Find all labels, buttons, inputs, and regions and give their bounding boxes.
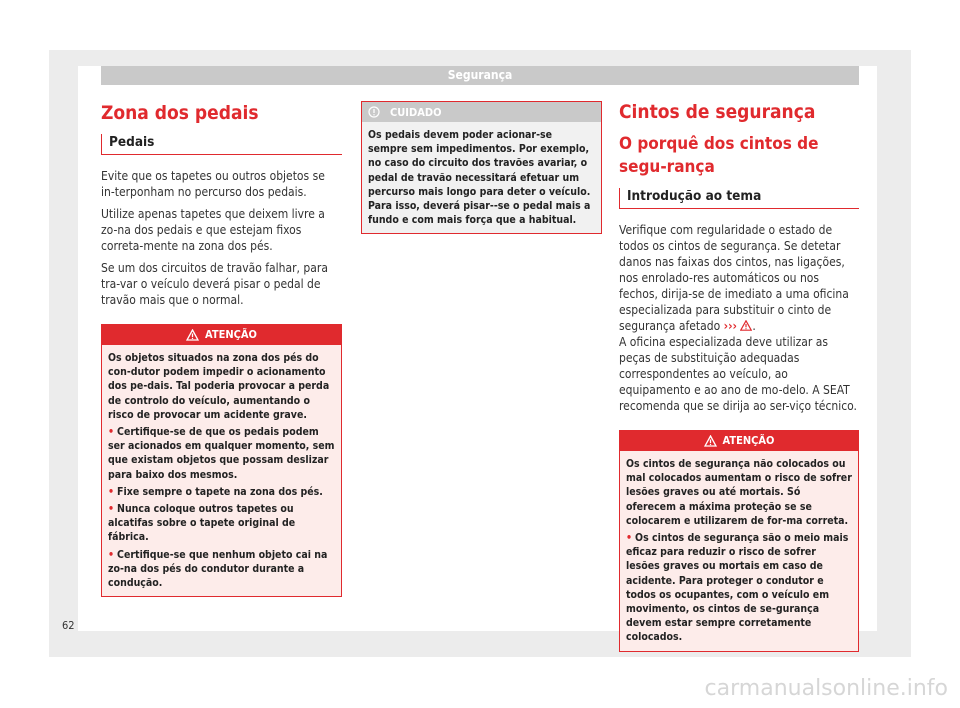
caution-box [361, 101, 602, 234]
paragraph: Verifique com regularidade o estado de todos os cintos de segurança. Se detetar danos nas faixas dos cintos, nas ligações, nos enrolado-res automáticos ou nos fechos, dirija-se de imediato a uma oficina especializada para substituir o cinto de segurança afetado ››› . [619, 223, 849, 333]
paragraph: Evite que os tapetes ou outros objetos se in-terponham no percurso dos pedais. [101, 169, 325, 199]
paragraph: Se um dos circuitos de travão falhar, para tra-var o veículo deverá pisar o pedal de travão mais que o normal. [101, 261, 328, 307]
paragraph: A oficina especializada deve utilizar as peças de substituição adequadas correspondentes ao veículo, ao equipamento e ao ano de mo-delo. A SEAT recomenda que se dirija ao ser-viço técnico. [619, 335, 857, 413]
column-2 [361, 85, 602, 234]
column-3 [619, 85, 859, 652]
warning-bullet: • Certifique-se de que os pedais podem ser acionados em qualquer momento, sem que existam objetos que possam deslizar para baixo dos mesmos. [108, 426, 335, 481]
subsection-heading: Introdução ao tema [619, 188, 859, 209]
warning-label: ATENÇÃO [205, 328, 257, 341]
section-title: Zona dos pedais [101, 102, 259, 124]
warning-intro: Os objetos situados na zona dos pés do con-dutor podem impedir o acionamento dos pe-dais. Tal poderia provocar a perda de controlo do veículo, aumentando o risco de provocar um acidente grave. [108, 352, 330, 421]
subsection-heading: Pedais [101, 134, 342, 155]
reference-marker[interactable]: ››› [723, 319, 737, 333]
page-number: 62 [62, 619, 75, 632]
warning-box [101, 324, 342, 597]
warning-intro: Os cintos de segurança não colocados ou mal colocados aumentam o risco de sofrer lesões graves ou até mortais. Só oferecem a máxima proteção se se colocarem e utilizarem de for-ma correta. [626, 458, 852, 527]
warning-bullet: • Fixe sempre o tapete na zona dos pés. [108, 485, 323, 498]
info-icon [368, 106, 380, 118]
warning-body [620, 451, 858, 651]
warning-bullet: • Os cintos de segurança são o meio mais eficaz para reduzir o risco de sofrer lesões graves ou mortais em caso de acidente. Para proteger o condutor e todos os ocupantes, com o veículo em movimento, os cintos de se-gurança devem estar sempre corretamente colocados. [626, 532, 849, 644]
caution-label: CUIDADO [390, 105, 442, 119]
warning-bullet: • Certifique-se que nenhum objeto cai na zo-na dos pés do condutor durante a condução. [108, 548, 328, 590]
warning-bullet: • Nunca coloque outros tapetes ou alcatifas sobre o tapete original de fábrica. [108, 503, 296, 544]
watermark: carmanualsonline.info [704, 676, 948, 701]
warning-body [102, 345, 341, 596]
warning-icon [704, 435, 717, 447]
paragraph: Utilize apenas tapetes que deixem livre a zo-na dos pedais e que estejam fixos correta-mente na zona dos pés. [101, 207, 325, 253]
warning-box [619, 430, 859, 652]
caution-header [362, 102, 601, 122]
warning-icon [186, 329, 199, 341]
warning-header [620, 431, 858, 451]
section-title: O porquê dos cintos de segu-rança [619, 134, 819, 177]
warning-ref-icon[interactable] [740, 320, 752, 331]
warning-header [102, 325, 341, 345]
caution-body: Os pedais devem poder acionar-se sempre sem impedimentos. Por exemplo, no caso do circuito dos travões avariar, o pedal de travão necessitará efetuar um percurso mais longo para deter o veículo. Para isso, deverá pisar--se o pedal mais a fundo e com mais força que a habitual. [368, 129, 591, 227]
column-1 [101, 85, 342, 597]
chapter-title: Cintos de segurança [619, 101, 816, 123]
warning-label: ATENÇÃO [722, 434, 775, 447]
section-header: Segurança [101, 66, 859, 85]
